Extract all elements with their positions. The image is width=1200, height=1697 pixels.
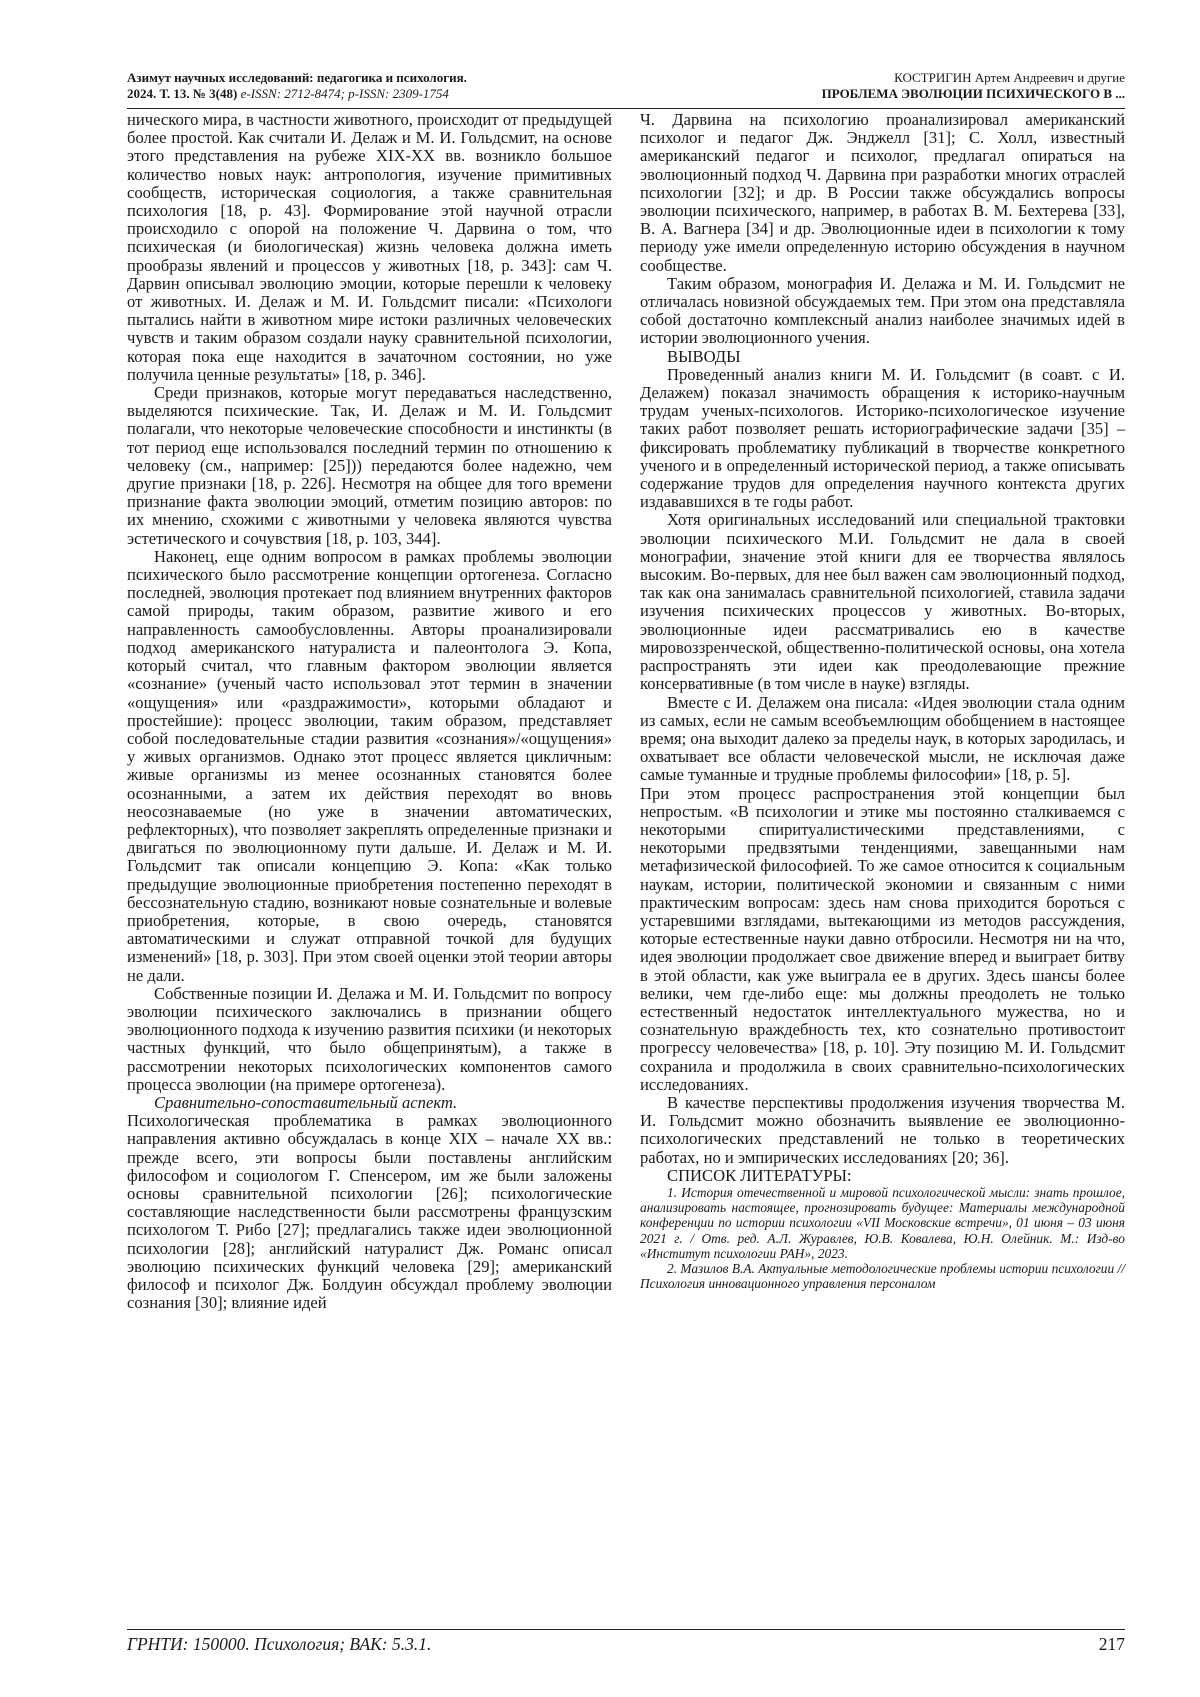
conclusions-heading: ВЫВОДЫ (667, 346, 741, 366)
right-paragraph-5: Вместе с И. Делажем она писала: «Идея эволюции стала одним из самых, если не самым всеобъемлющим обобщением в настоящее время; она выходит далеко за пределы наук, в которых зародилась, и охватывает все области человеческой мысли, не исключая даже самые туманные и трудные проблемы философии» [18, p. 5]. (640, 692, 1125, 785)
aspect-heading: Сравнительно-сопоставительный аспект. (154, 1092, 458, 1112)
left-paragraph-1: нического мира, в частности животного, происходит от предыдущей более простой. Как считали И. Делаж и М. И. Гольдсмит, на основе этого представления на рубеже XIX-XX вв. возникло большое количество новых наук: антропология, изучение примитивных сообществ, историческая социология, а также сравнительная психология [18, p. 43]. Формирование этой научной отрасли происходило с опорой на положение Ч. Дарвина о том, что психическая (и биологическая) жизнь человека должна иметь прообразы явлений и процессов у животных [18, p. 343]: сам Ч. Дарвин описывал эволюцию эмоции, которые перешли к человеку от животных. И. Делаж и М. И. Гольдсмит писали: «Психологи пытались найти в животном мире истоки различных человеческих чувств и таким образом создали науку сравнительной психологии, которая пока еще находится в зачаточном состоянии, но уже получила ценные результаты» [18, p. 346]. (127, 110, 612, 384)
right-paragraph-2: Таким образом, монография И. Делажа и М. И. Гольдсмит не отличалась новизной обсуждаемых тем. При этом она представляла собой достаточно комплексный анализ наиболее значимых идей в истории эволюционного учения. (640, 273, 1125, 348)
left-paragraph-4: Собственные позиции И. Делажа и М. И. Гольдсмит по вопросу эволюции психического заключались в признании общего эволюционного подхода к изучению развития психики (и некоторых частных функций, что было общепринятым), а также в рассмотрении некоторых психологических компонентов самого процесса эволюции (на примере ортогенеза). (127, 983, 612, 1094)
classification-codes: ГРНТИ: 150000. Психология; ВАК: 5.3.1. (127, 1634, 432, 1654)
right-column (640, 111, 1125, 1291)
right-paragraph-1: Ч. Дарвина на психологию проанализировал американский психолог и педагог Дж. Энджелл [31]; С. Холл, известный американский педагог и психолог, предлагал опираться на эволюционный подход Ч. Дарвина при разработки многих отраслей психологии [32]; и др. В России также обсуждались вопросы эволюции психического, например, в работах В. М. Бехтерева [33], В. А. Вагнера [34] и др. Эволюционные идеи в психологии к тому периоду уже имели определенную историю обсуждения в научном сообществе. (640, 110, 1125, 275)
journal-name: Азимут научных исследований: педагогика и психология. (127, 70, 467, 85)
running-header (127, 70, 1125, 106)
reference-2: 2. Мазилов В.А. Актуальные методологические проблемы истории психологии // Психология инновационного управления персоналом (640, 1261, 1125, 1292)
article-title: ПРОБЛЕМА ЭВОЛЮЦИИ ПСИХИЧЕСКОГО В ... (821, 86, 1125, 101)
page-footer (127, 1634, 1125, 1656)
footer-rule (127, 1629, 1125, 1630)
article-info (822, 70, 1125, 102)
journal-issue: 2024. Т. 13. № 3(48) (127, 86, 238, 101)
left-paragraph-5: Психологическая проблематика в рамках эволюционного направления активно обсуждалась в конце XIX – начале XX вв.: прежде всего, эти вопросы были поставлены английским философом и социологом Г. Спенсером, им же были заложены основы сравнительной психологии [26]; психологические составляющие наследственности были рассмотрены французским психологом Т. Рибо [27]; предлагались также идеи эволюционной психологии [28]; английский натуралист Дж. Романс описал эволюцию психических функций человека [29]; американский философ и психолог Дж. Болдуин обсуждал проблему эволюции сознания [30]; влияние идей (127, 1111, 612, 1313)
header-rule (127, 108, 1125, 109)
article-authors: КОСТРИГИН Артем Андреевич и другие (894, 70, 1125, 85)
left-paragraph-2: Среди признаков, которые могут передаваться наследственно, выделяются психические. Так, И. Делаж и М. И. Гольдсмит полагали, что некоторые человеческие способности и инстинкты (в тот период еще использовался последний термин по отношению к человеку (см., например: [25])) передаются более надежно, чем другие признаки [18, p. 226]. Несмотря на общее для того времени признание факта эволюции эмоций, отметим позицию авторов: по их мнению, схожими с животными у человека являются чувства эстетического и сочувствия [18, p. 103, 344]. (127, 383, 612, 548)
references-heading: СПИСОК ЛИТЕРАТУРЫ: (667, 1165, 852, 1185)
right-paragraph-7: В качестве перспективы продолжения изучения творчества М. И. Гольдсмит можно обозначить выявление ее эволюционно-психологических представлений не только в теоретических работах, но и эмпирических исследованиях [20; 36]. (640, 1092, 1125, 1167)
page-number: 217 (1098, 1634, 1125, 1654)
right-paragraph-3: Проведенный анализ книги М. И. Гольдсмит (в соавт. с И. Делажем) показал значимость обращения к историко-научным трудам ученых-психологов. Историко-психологическое изучение таких работ позволяет решать историографические задачи [35] – фиксировать проблематику публикаций в творчестве конкретного ученого и в определенный исторической период, а также описывать содержание трудов для определения научного контекста других издававшихся в те годы работ. (640, 364, 1125, 512)
left-paragraph-3: Наконец, еще одним вопросом в рамках проблемы эволюции психического было рассмотрение концепции ортогенеза. Согласно последней, эволюция протекает под влиянием внутренних факторов самой природы, таким образом, развитие живого и его направленность самообусловленны. Авторы проанализировали подход американского натуралиста и палеонтолога Э. Копа, который считал, что главным фактором эволюции является «сознание» (ученый часто использовал этот термин в значении «ощущения» или «раздражимости», которыми обладают и простейшие): процесс эволюции, таким образом, представляет собой последовательные стадии развития «сознания»/«ощущения» у живых организмов. Однако этот процесс является цикличным: живые организмы из менее осознанных становятся более осознанными, а затем их действия переходят во вновь неосознаваемые (но уже в значении автоматических, рефлекторных), что позволяет закреплять определенные признаки и двигаться по эволюционному пути дальше. И. Делаж и М. И. Гольдсмит так описали концепцию Э. Копа: «Как только предыдущие эволюционные приобретения постепенно переходят в бессознательную стадию, возникают новые сознательные и волевые приобретения, которые, в свою очередь, становятся автоматическими и служат отправной точкой для будущих изменений» [18, p. 303]. При этом своей оценки этой теории авторы не дали. (127, 546, 612, 985)
right-paragraph-4: Хотя оригинальных исследований или специальной трактовки эволюции психического М.И. Гольдсмит не дала в своей монографии, значение этой книги для ее творчества являлось высоким. Во-первых, для нее был важен сам эволюционный подход, так как она занималась сравнительной психологией, ставила задачи изучения психических процессов у животных. Во-вторых, эволюционные идеи рассматривались ею в качестве мировоззренческой, общественно-политической основы, она хотела распространять эти идеи как преодолевающие прежние консервативные (в том числе в науке) взгляды. (640, 510, 1125, 694)
journal-info (127, 70, 467, 102)
right-paragraph-6: При этом процесс распространения этой концепции был непростым. «В психологии и этике мы постоянно сталкиваемся с некоторыми спиритуалистическими представлениями, с некоторыми предвзятыми тенденциями, завещанными нам метафизической философией. То же самое относится к социальным наукам, истории, политической экономии и связанным с ними практическим вопросам: здесь нам снова приходится бороться с устаревшими взглядами, вытекающими из методов рассуждения, которые естественные науки давно отбросили. Несмотря ни на что, идея эволюции продолжает свое движение вперед и выиграет битву в этой области, как уже выиграла ее в других. Здесь шансы более велики, чем где-либо еще: мы должны преодолеть не только естественный недостаток интеллектуального мужества, но и сознательную враждебность тех, кто сознательно противостоит прогрессу человечества» [18, p. 10]. Эту позицию М. И. Гольдсмит сохранила и продолжила в своих сравнительно-психологических исследованиях. (640, 783, 1125, 1094)
left-column (127, 111, 612, 1312)
journal-issue-line (127, 86, 467, 102)
journal-issn: e-ISSN: 2712-8474; p-ISSN: 2309-1754 (240, 86, 449, 101)
reference-1: 1. История отечественной и мировой психологической мысли: знать прошлое, анализировать настоящее, прогнозировать будущее: Материалы международной конференции по истории психологии «VII Московские встречи», 01 июня – 03 июня 2021 г. / Отв. ред. А.Л. Журавлев, Ю.В. Ковалева, Ю.Н. Олейник. М.: Изд-во «Институт психологии РАН», 2023. (640, 1184, 1125, 1261)
